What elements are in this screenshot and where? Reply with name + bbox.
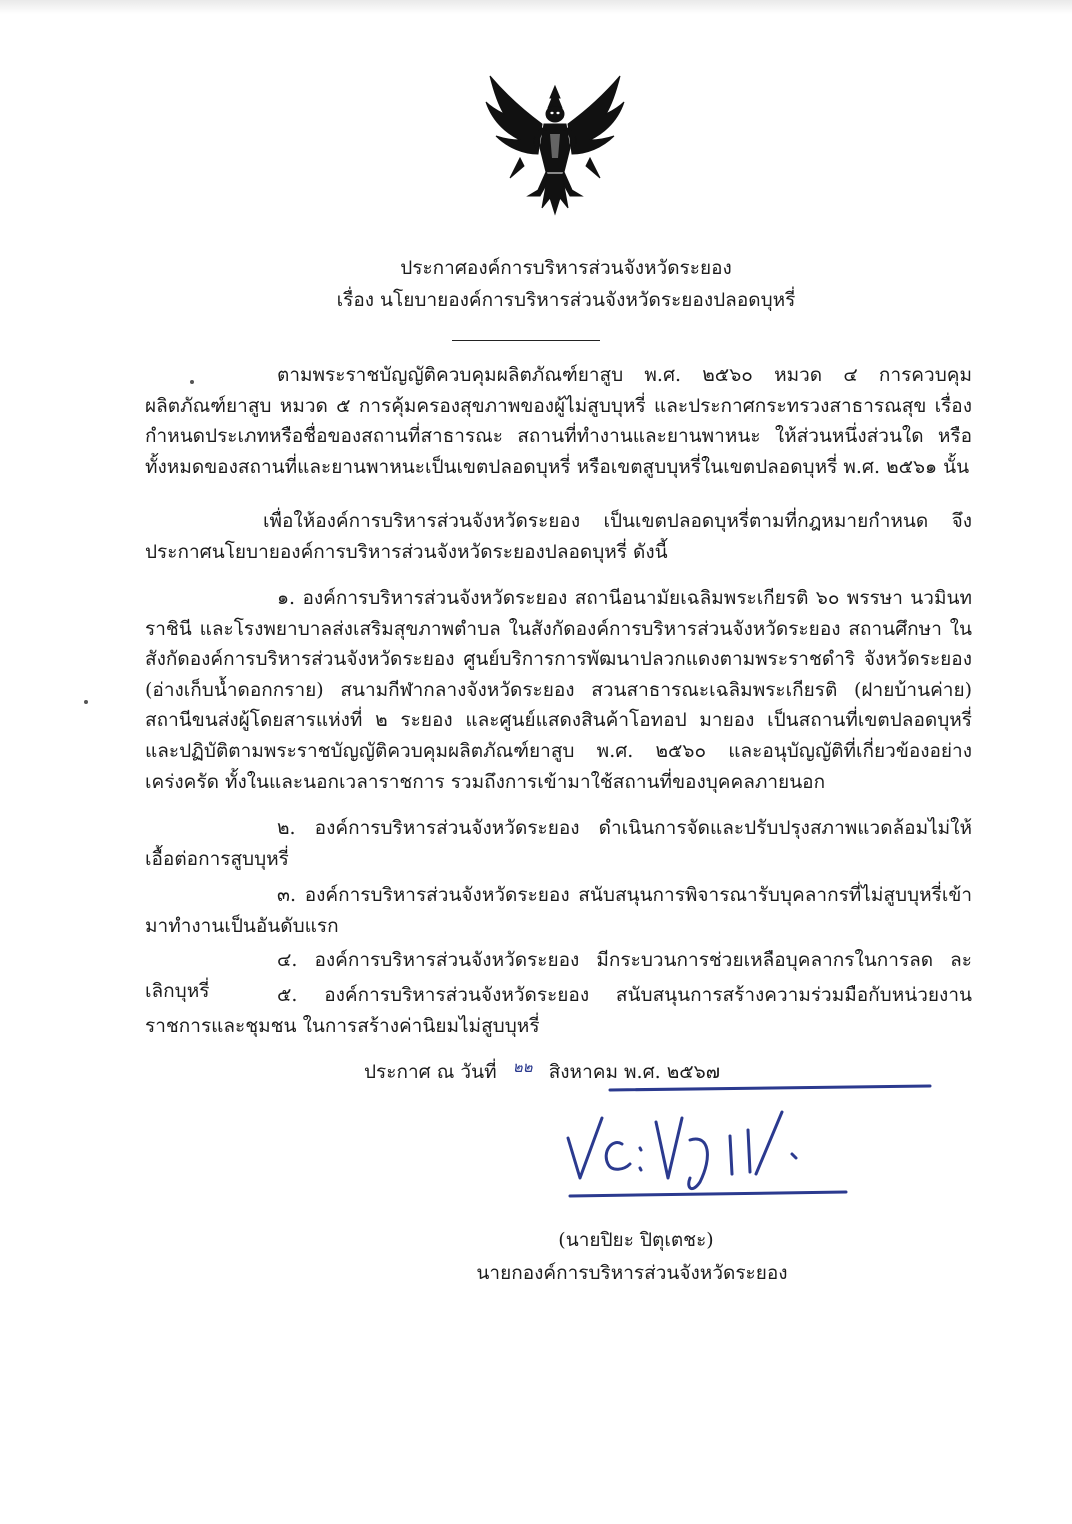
policy-item-5: ๕. องค์การบริหารส่วนจังหวัดระยอง สนับสนุนการสร้างความร่วมมือกับหน่วยงานราชการและชุมชน ในการสร้างค่านิยมไม่สูบบุหรี่: [145, 984, 972, 1037]
policy-item-1: ๑. องค์การบริหารส่วนจังหวัดระยอง สถานีอนามัยเฉลิมพระเกียรติ ๖๐ พรรษา นวมินทราชินี และโรงพยาบาลส่งเสริมสุขภาพตำบล ในสังกัดองค์การบริหารส่วนจังหวัดระยอง สถานศึกษา ในสังกัดองค์การบริหารส่วนจังหวัดระยอง ศูนย์บริการการพัฒนาปลวกแดงตามพระราชดำริ จังหวัดระยอง (อ่างเก็บน้ำดอกกราย) สนามกีฬากลางจังหวัดระยอง สวนสาธารณะเฉลิมพระเกียรติ (ฝายบ้านค่าย) สถานีขนส่งผู้โดยสารแห่งที่ ๒ ระยอง และศูนย์แสดงสินค้าโอทอป มายอง เป็นสถานที่เขตปลอดบุหรี่และปฏิบัติตามพระราชบัญญัติควบคุมผลิตภัณฑ์ยาสูบ พ.ศ. ๒๕๖๐ และอนุบัญญัติที่เกี่ยวข้องอย่างเคร่งครัด ทั้งในและนอกเวลาราชการ รวมถึงการเข้ามาใช้สถานที่ของบุคคลภายนอก: [145, 587, 972, 793]
announcement-subject: เรื่อง นโยบายองค์การบริหารส่วนจังหวัดระยองปลอดบุหรี่: [336, 289, 796, 311]
scan-speck: [190, 380, 194, 384]
dateline-prefix: ประกาศ ณ วันที่: [364, 1061, 497, 1083]
garuda-emblem-icon: [480, 68, 630, 218]
policy-item-4: ๔. องค์การบริหารส่วนจังหวัดระยอง มีกระบวนการช่วยเหลือบุคลากรในการลด ละ เลิกบุหรี่: [145, 949, 972, 1002]
title-divider: [452, 340, 600, 341]
policy-item-2: ๒. องค์การบริหารส่วนจังหวัดระยอง ดำเนินการจัดและปรับปรุงสภาพแวดล้อมไม่ให้เอื้อต่อการสูบบุหรี่: [145, 817, 972, 870]
purpose-paragraph: เพื่อให้องค์การบริหารส่วนจังหวัดระยอง เป็นเขตปลอดบุหรี่ตามที่กฎหมายกำหนด จึงประกาศนโยบายองค์การบริหารส่วนจังหวัดระยองปลอดบุหรี่ ดังนี้: [145, 510, 972, 563]
preamble-paragraph: ตามพระราชบัญญัติควบคุมผลิตภัณฑ์ยาสูบ พ.ศ. ๒๕๖๐ หมวด ๔ การควบคุมผลิตภัณฑ์ยาสูบ หมวด ๕ การคุ้มครองสุขภาพของผู้ไม่สูบบุหรี่ และประกาศกระทรวงสาธารณสุข เรื่อง กำหนดประเภทหรือชื่อของสถานที่สาธารณะ สถานที่ทำงานและยานพาหนะ ให้ส่วนหนึ่งส่วนใด หรือทั้งหมดของสถานที่และยานพาหนะเป็นเขตปลอดบุหรี่ หรือเขตสูบบุหรี่ในเขตปลอดบุหรี่ พ.ศ. ๒๕๖๑ นั้น: [145, 364, 972, 478]
handwritten-signature: [540, 1078, 960, 1218]
scan-edge-shadow: [0, 0, 1072, 14]
handwritten-day: ๒๒: [512, 1058, 533, 1076]
announcement-title: ประกาศองค์การบริหารส่วนจังหวัดระยอง: [400, 257, 732, 279]
scan-speck: [84, 700, 88, 704]
signatory-name: (นายปิยะ ปิตุเตชะ): [558, 1229, 714, 1251]
signatory-position: นายกองค์การบริหารส่วนจังหวัดระยอง: [476, 1262, 788, 1284]
policy-item-3: ๓. องค์การบริหารส่วนจังหวัดระยอง สนับสนุนการพิจารณารับบุคลากรที่ไม่สูบบุหรี่เข้ามาทำงานเป็นอันดับแรก: [145, 884, 972, 937]
dateline-month-year: สิงหาคม พ.ศ. ๒๕๖๗: [548, 1061, 720, 1083]
